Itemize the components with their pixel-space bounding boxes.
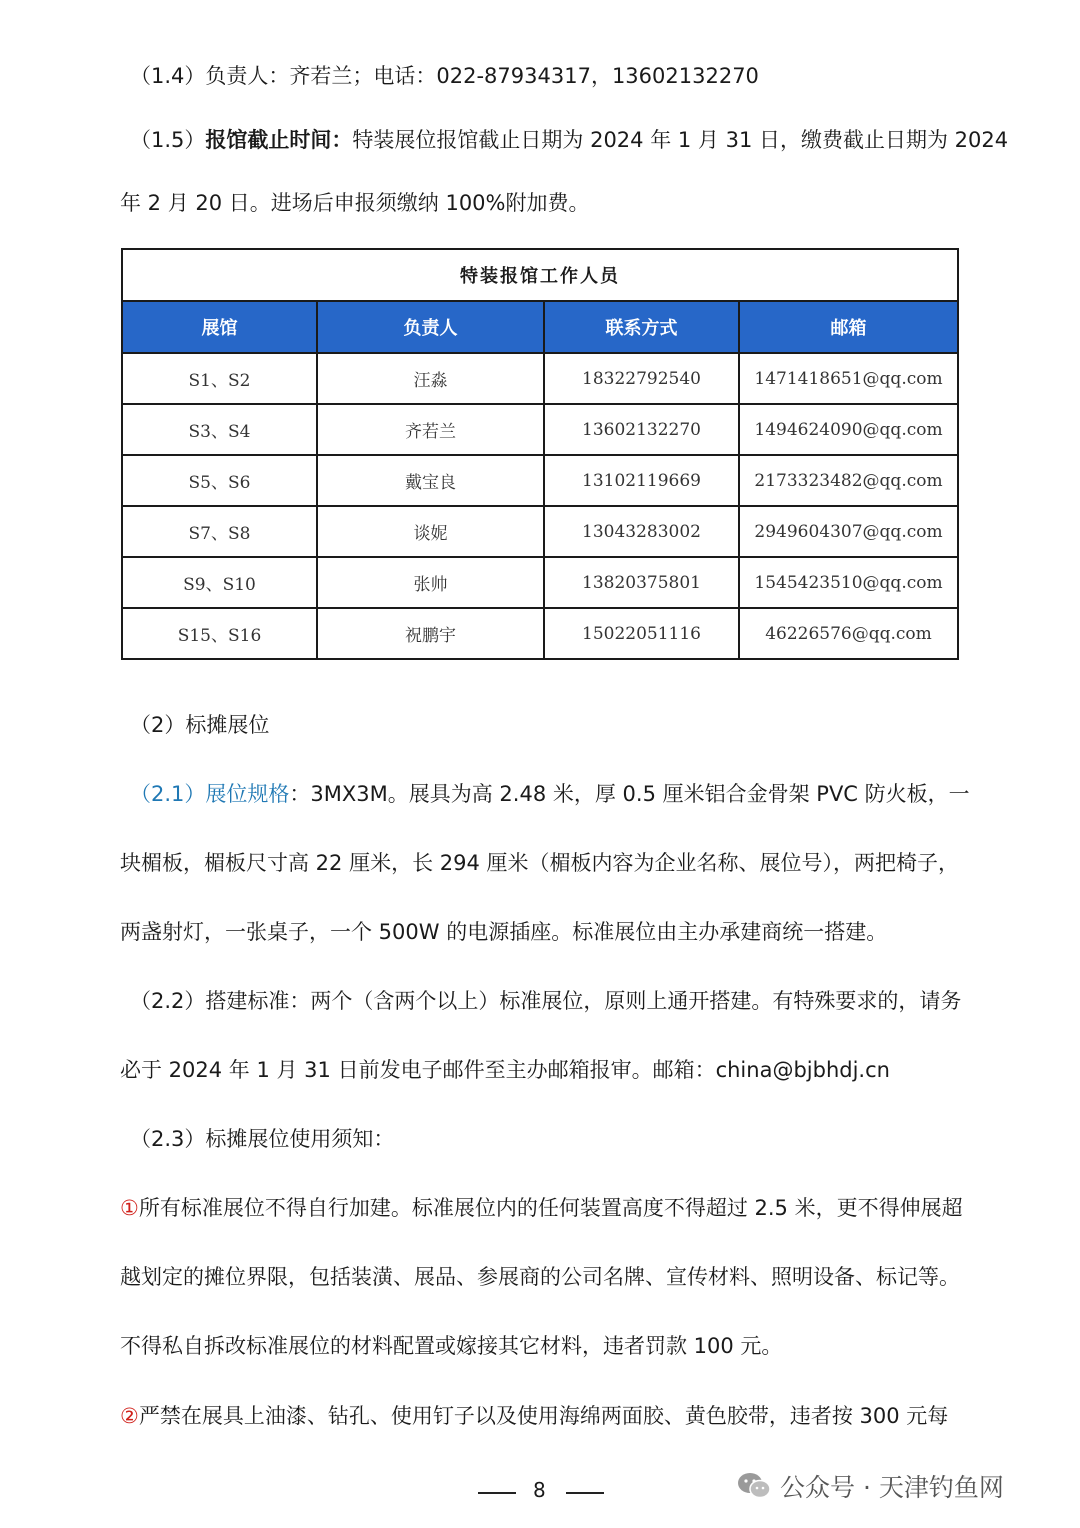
cell-email: 2949604307@qq.com bbox=[739, 506, 958, 557]
cell-phone: 13602132270 bbox=[544, 404, 739, 455]
cell-hall: S15、S16 bbox=[122, 608, 317, 659]
footer-dash-left bbox=[478, 1492, 516, 1494]
rule-1-line-2: 越划定的摊位界限，包括装潢、展品、参展商的公司名牌、宣传材料、照明设备、标记等。 bbox=[120, 1265, 960, 1289]
cell-person: 戴宝良 bbox=[317, 455, 544, 506]
cell-phone: 13043283002 bbox=[544, 506, 739, 557]
deadline-line-2: 年 2 月 20 日。进场后申报须缴纳 100%附加费。 bbox=[120, 191, 590, 215]
cell-person: 谈妮 bbox=[317, 506, 544, 557]
rule-1-text: 所有标准展位不得自行加建。标准展位内的任何装置高度不得超过 2.5 米，更不得伸展超 bbox=[138, 1196, 963, 1220]
table-caption: 特装报馆工作人员 bbox=[122, 249, 958, 301]
build-standard-line-1: （2.2）搭建标准：两个（含两个以上）标准展位，原则上通开搭建。有特殊要求的，请务 bbox=[130, 989, 962, 1013]
cell-person: 祝鹏宇 bbox=[317, 608, 544, 659]
table-row bbox=[122, 557, 958, 608]
rule-1-line-1 bbox=[120, 1193, 980, 1223]
wechat-icon bbox=[736, 1470, 772, 1502]
cell-phone: 13820375801 bbox=[544, 557, 739, 608]
spec-line-1 bbox=[130, 779, 990, 809]
cell-hall: S9、S10 bbox=[122, 557, 317, 608]
table-row bbox=[122, 608, 958, 659]
rule-2-line-1 bbox=[120, 1401, 980, 1431]
table-row bbox=[122, 404, 958, 455]
cell-hall: S1、S2 bbox=[122, 353, 317, 404]
deadline-prefix: （1.5） bbox=[130, 128, 206, 152]
table-row bbox=[122, 353, 958, 404]
spec-text: ：3MX3M。展具为高 2.48 米，厚 0.5 厘米铝合金骨架 PVC 防火板，一 bbox=[289, 782, 970, 806]
watermark-text: 公众号 · 天津钓鱼网 bbox=[780, 1473, 1004, 1502]
cell-phone: 18322792540 bbox=[544, 353, 739, 404]
cell-email: 46226576@qq.com bbox=[739, 608, 958, 659]
cell-phone: 15022051116 bbox=[544, 608, 739, 659]
cell-hall: S5、S6 bbox=[122, 455, 317, 506]
deadline-text: 特装展位报馆截止日期为 2024 年 1 月 31 日，缴费截止日期为 2024 bbox=[352, 128, 1009, 152]
spec-line-2: 块楣板，楣板尺寸高 22 厘米，长 294 厘米（楣板内容为企业名称、展位号），两把椅子， bbox=[120, 851, 960, 875]
cell-phone: 13102119669 bbox=[544, 455, 739, 506]
build-standard-line-2: 必于 2024 年 1 月 31 日前发电子邮件至主办邮箱报审。邮箱：china@bjbhdj.cn bbox=[120, 1058, 890, 1082]
rule-2-text: 严禁在展具上油漆、钻孔、使用钉子以及使用海绵两面胶、黄色胶带，违者按 300 元每 bbox=[138, 1404, 949, 1428]
rule-1-line-3: 不得私自拆改标准展位的材料配置或嫁接其它材料，违者罚款 100 元。 bbox=[120, 1334, 783, 1358]
cell-hall: S3、S4 bbox=[122, 404, 317, 455]
cell-person: 齐若兰 bbox=[317, 404, 544, 455]
cell-email: 1471418651@qq.com bbox=[739, 353, 958, 404]
cell-email: 1545423510@qq.com bbox=[739, 557, 958, 608]
header-email: 邮箱 bbox=[739, 301, 958, 353]
section-standard-booth: （2）标摊展位 bbox=[130, 713, 270, 737]
spec-label: （2.1）展位规格 bbox=[130, 782, 290, 806]
cell-email: 2173323482@qq.com bbox=[739, 455, 958, 506]
header-hall: 展馆 bbox=[122, 301, 317, 353]
cell-hall: S7、S8 bbox=[122, 506, 317, 557]
footer-dash-right bbox=[566, 1492, 604, 1494]
table-header-row bbox=[122, 301, 958, 353]
page-number: 8 bbox=[533, 1478, 546, 1502]
cell-person: 张帅 bbox=[317, 557, 544, 608]
contact-line: （1.4）负责人：齐若兰；电话：022-87934317，13602132270 bbox=[130, 64, 759, 88]
header-contact: 联系方式 bbox=[544, 301, 739, 353]
cell-email: 1494624090@qq.com bbox=[739, 404, 958, 455]
table-row bbox=[122, 455, 958, 506]
header-person: 负责人 bbox=[317, 301, 544, 353]
watermark bbox=[736, 1466, 1004, 1506]
table-row bbox=[122, 506, 958, 557]
rule-2-marker: ② bbox=[120, 1404, 139, 1428]
spec-line-3: 两盏射灯，一张桌子，一个 500W 的电源插座。标准展位由主办承建商统一搭建。 bbox=[120, 920, 888, 944]
rule-1-marker: ① bbox=[120, 1196, 139, 1220]
usage-notice-heading: （2.3）标摊展位使用须知： bbox=[130, 1127, 395, 1151]
deadline-label: 报馆截止时间： bbox=[205, 128, 353, 152]
staff-table bbox=[121, 248, 959, 660]
cell-person: 汪淼 bbox=[317, 353, 544, 404]
deadline-line-1 bbox=[130, 125, 1009, 155]
